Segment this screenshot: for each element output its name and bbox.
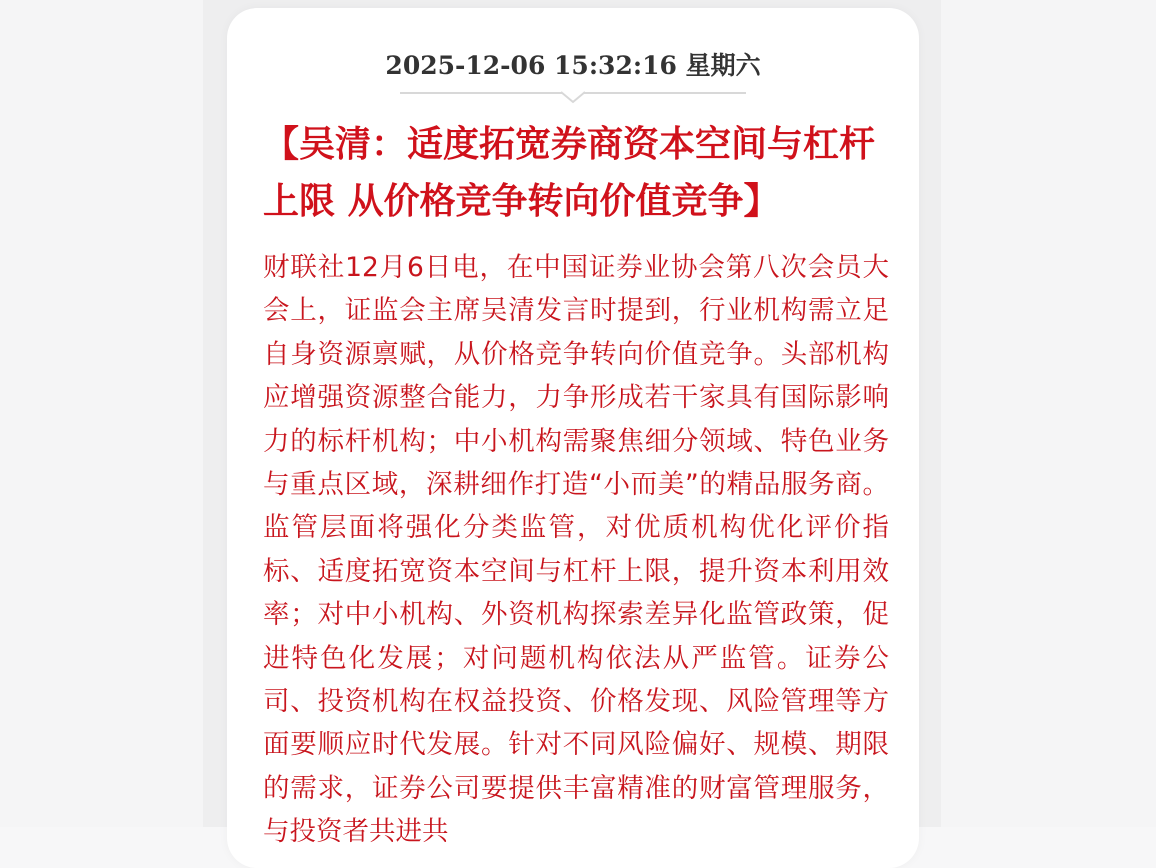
article-body: 财联社12月6日电，在中国证券业协会第八次会员大会上，证监会主席吴清发言时提到，行业机构需立足自身资源禀赋，从价格竞争转向价值竞争。头部机构应增强资源整合能力，力争形成若干家具有国际影响力的标杆机构；中小机构需聚焦细分领域、特色业务与重点区域，深耕细作打造“小而美”的精品服务商。监管层面将强化分类监管，对优质机构优化评价指标、适度拓宽资本空间与杠杆上限，提升资本利用效率；对中小机构、外资机构探索差异化监管政策，促进特色化发展；对问题机构依法从严监管。证券公司、投资机构在权益投资、价格发现、风险管理等方面要顺应时代发展。针对不同风险偏好、规模、期限的需求，证券公司要提供丰富精准的财富管理服务，与投资者共进共: [263, 252, 889, 848]
article-headline: 【吴清：适度拓宽券商资本空间与杠杆上限 从价格竞争转向价值竞争】: [263, 123, 876, 222]
news-card: [227, 8, 919, 868]
divider-notch-icon: [561, 86, 585, 104]
article-datetime: 2025-12-06 15:32:16 星期六: [385, 51, 761, 80]
